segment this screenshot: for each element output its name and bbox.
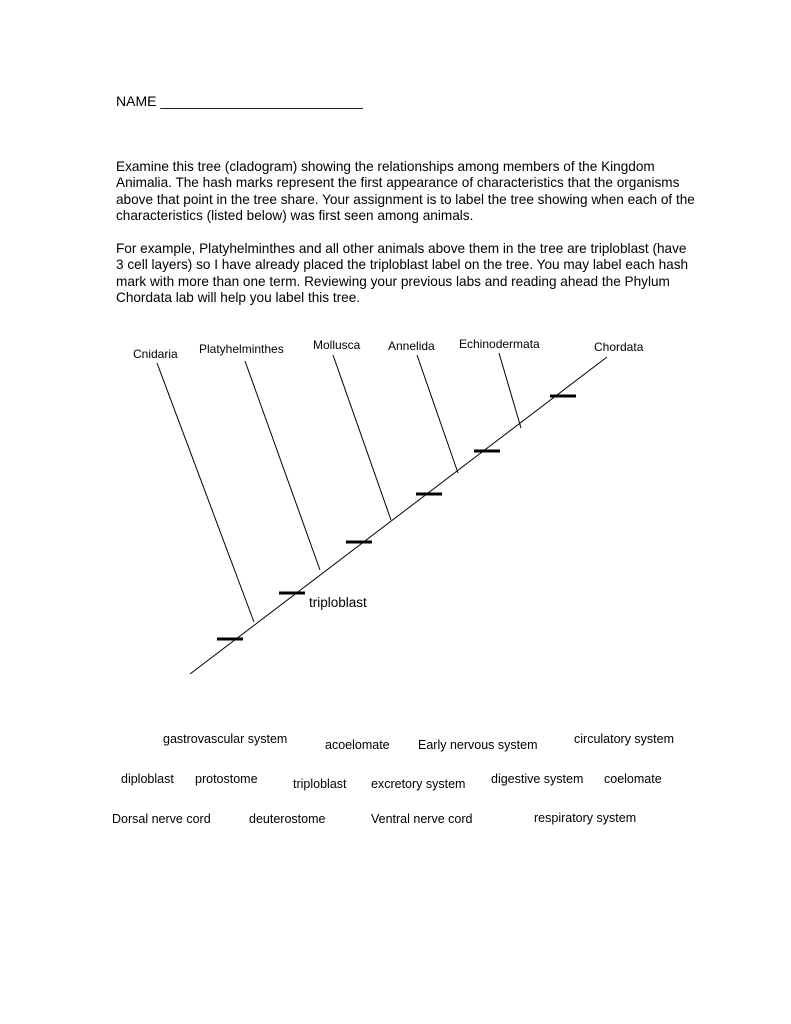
branch-annelida	[417, 355, 458, 473]
term-respiratory-system: respiratory system	[534, 811, 637, 825]
taxon-label-cnidaria: Cnidaria	[133, 347, 178, 361]
term-deuterostome: deuterostome	[249, 812, 326, 826]
branch-mollusca	[333, 355, 391, 520]
branch-echinodermata	[499, 353, 521, 428]
term-acoelomate: acoelomate	[325, 738, 390, 752]
term-circulatory-system: circulatory system	[574, 732, 675, 746]
instructions-paragraph-2: For example, Platyhelminthes and all other animals above them in the tree are triploblast (have 3 cell layers) so I have already placed the triploblast label on the tree. You may label each hash mark with more than one term. Reviewing your previous labs and reading ahead the Phylum Chordata lab will help you label this tree.	[116, 241, 689, 305]
term-protostome: protostome	[195, 772, 258, 786]
term-dorsal-nerve-cord: Dorsal nerve cord	[112, 812, 211, 826]
cladogram-trunk	[190, 357, 607, 674]
term-triploblast: triploblast	[293, 777, 347, 791]
taxon-label-mollusca: Mollusca	[313, 338, 361, 352]
trait-label-triploblast: triploblast	[309, 595, 367, 610]
term-digestive-system: digestive system	[491, 772, 584, 786]
term-early-nervous-system: Early nervous system	[418, 738, 538, 752]
taxon-label-echinodermata: Echinodermata	[459, 337, 540, 351]
term-diploblast: diploblast	[121, 772, 174, 786]
taxon-label-annelida: Annelida	[388, 339, 435, 353]
name-field-label: NAME __________________________	[116, 93, 363, 109]
branch-platyhelminthes	[245, 361, 320, 570]
instructions-paragraph-1: Examine this tree (cladogram) showing the relationships among members of the Kingdom Animalia. The hash marks represent the first appearance of characteristics that the organisms above that point in the tree share. Your assignment is to label the tree showing when each of the characteristics (listed below) was first seen among animals.	[116, 159, 695, 223]
term-gastrovascular-system: gastrovascular system	[163, 732, 288, 746]
branch-cnidaria	[157, 363, 254, 622]
term-excretory-system: excretory system	[371, 777, 466, 791]
taxon-label-platyhelminthes: Platyhelminthes	[199, 342, 284, 356]
term-coelomate: coelomate	[604, 772, 662, 786]
term-ventral-nerve-cord: Ventral nerve cord	[371, 812, 473, 826]
taxon-label-chordata: Chordata	[594, 340, 644, 354]
